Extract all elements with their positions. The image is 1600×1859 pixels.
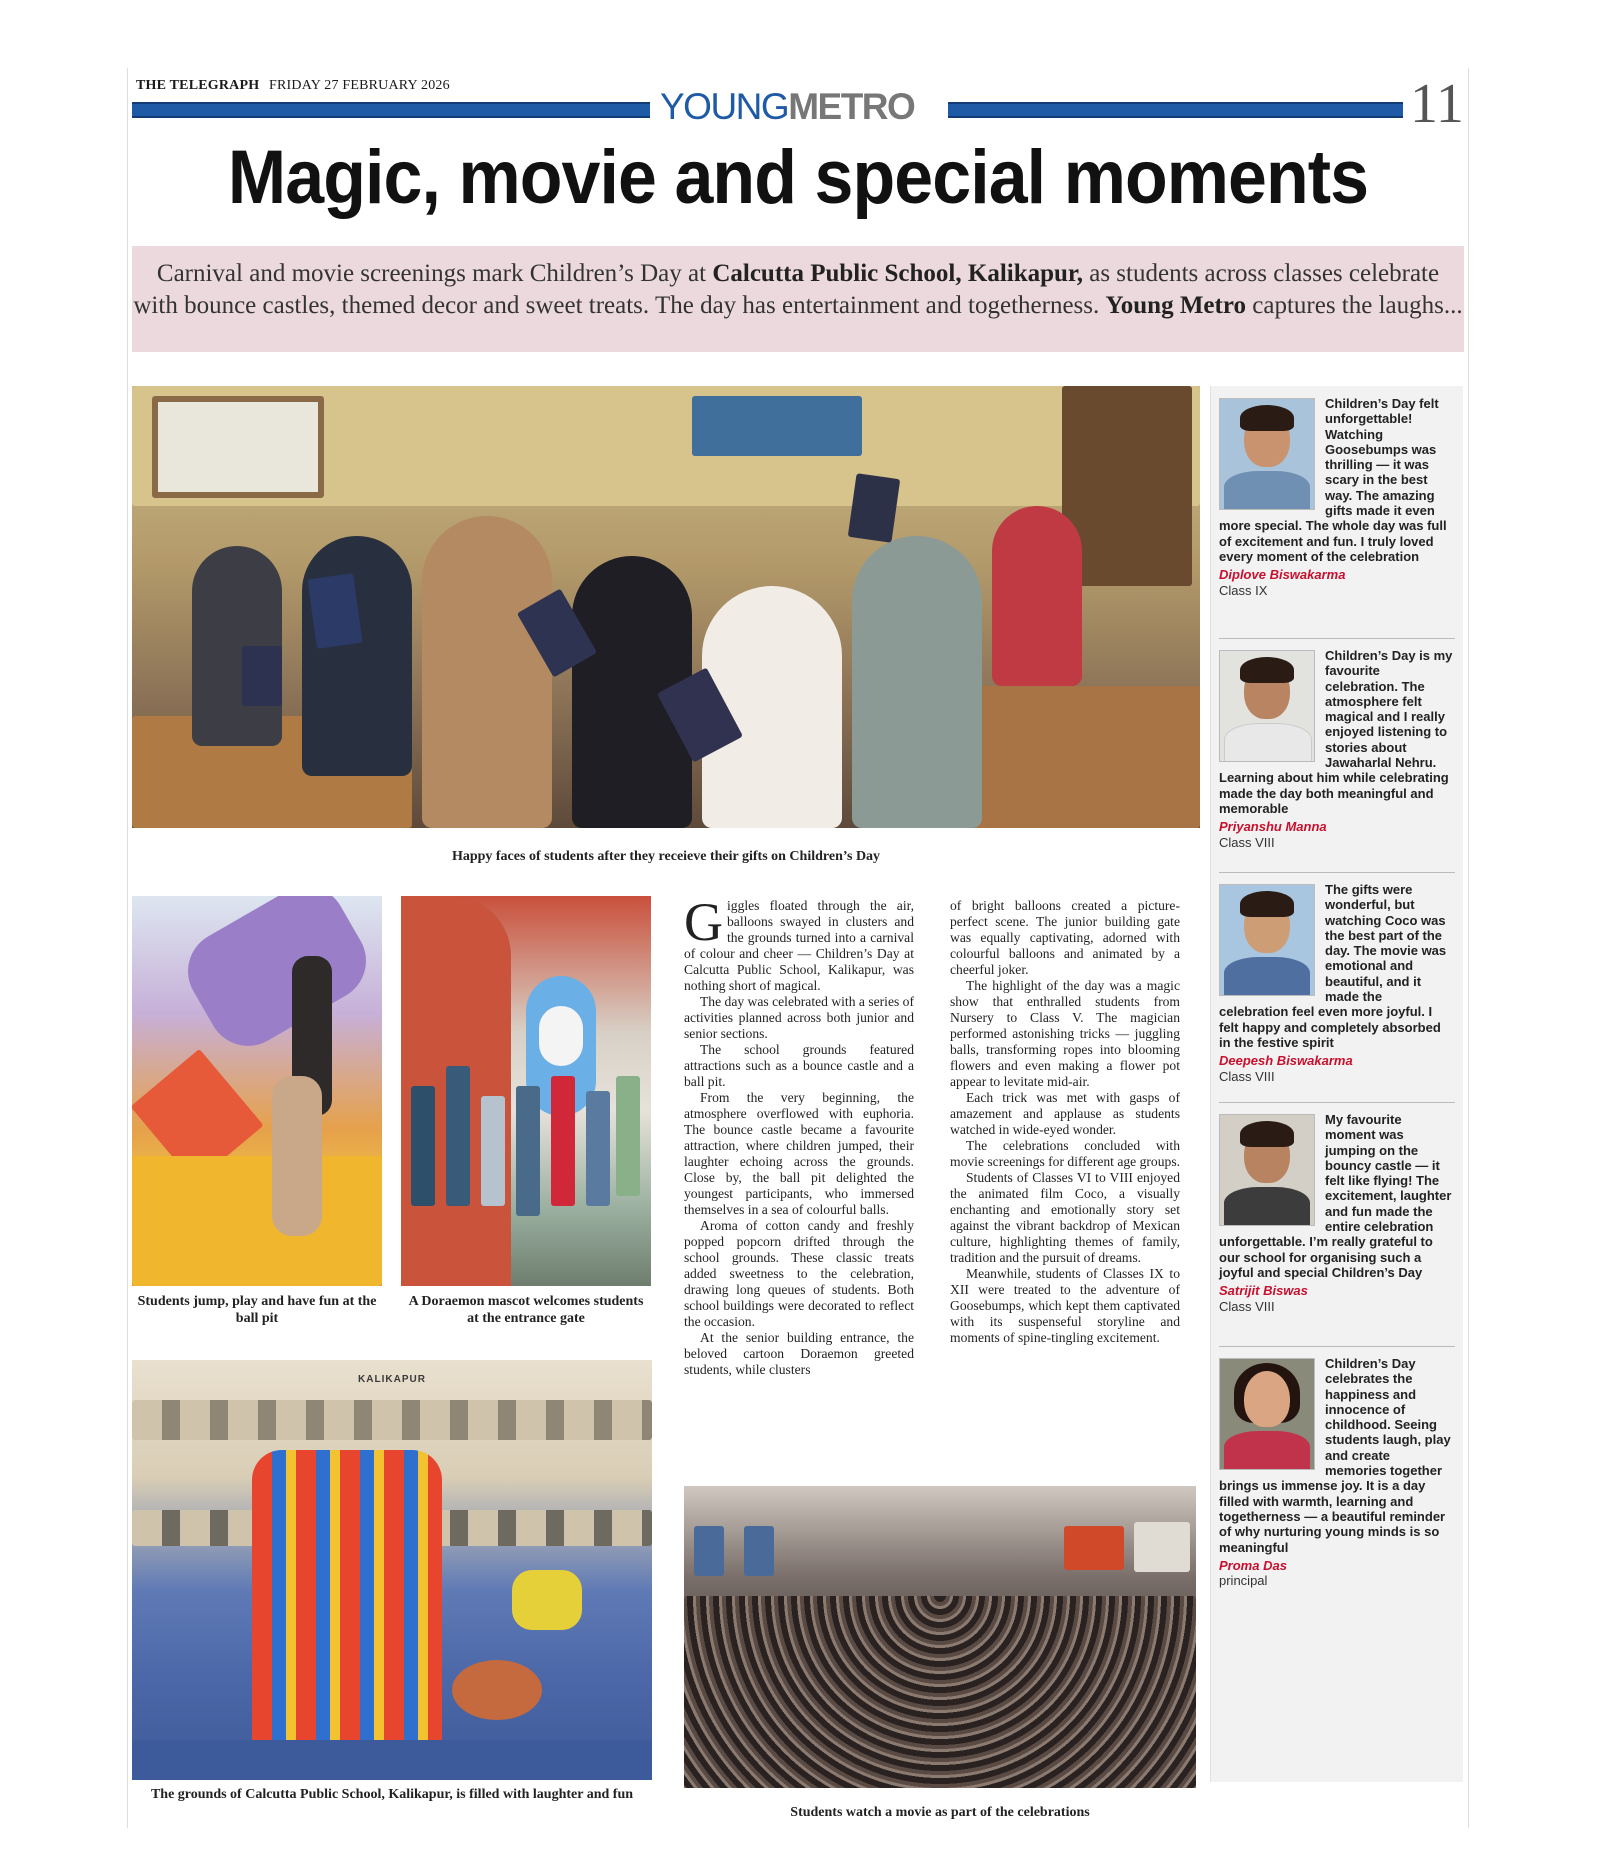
quote-text: Children’s Day is my favourite celebration. The atmosphere felt magical and I really enjoyed listening to stories about Jawaharlal Nehru. Learning about him while celebrating made the day both meaningful and memorable xyxy=(1219,648,1453,816)
masthead xyxy=(136,78,450,94)
doraemon-caption: A Doraemon mascot welcomes students at the entrance gate xyxy=(408,1294,644,1326)
student-quote xyxy=(1219,648,1455,850)
quote-author: Diplove Biswakarma xyxy=(1219,567,1346,583)
standfirst-part3: captures the laughs... xyxy=(1246,292,1463,319)
main-classroom-photo xyxy=(132,386,1200,828)
doraemon-photo xyxy=(401,896,651,1286)
article-column-2 xyxy=(950,898,1180,1346)
student-portrait xyxy=(1219,650,1315,762)
quote-class: Class IX xyxy=(1219,582,1268,598)
article-paragraph: Students of Classes VI to VIII enjoyed the animated film Coco, a visually enchanting and emotionally story set against the vibrant backdrop of Mexican culture, highlighting themes of family, tradition and the pursuit of dreams. xyxy=(950,1170,1180,1265)
quote-class: Class VIII xyxy=(1219,1068,1275,1084)
standfirst-part1: Carnival and movie screenings mark Children’s Day at xyxy=(156,260,713,287)
student-portrait xyxy=(1219,884,1315,996)
standfirst-part2: as students across classes celebrate with bounce castles, themed decor and sweet treats. The day has entertainment and togetherness. xyxy=(133,260,1440,319)
article-paragraph: From the very beginning, the atmosphere overflowed with euphoria. The bounce castle became a favourite attraction, where children jumped, their laughter echoing across the grounds. Close by, the ball pit delighted the youngest participants, who immersed themselves in a sea of colourful balls. xyxy=(684,1090,914,1217)
article-paragraph: of bright balloons created a picture-perfect scene. The junior building gate was equally captivating, adorned with colourful balloons and animated by a cheerful joker. xyxy=(950,898,1180,977)
quote-text: My favourite moment was jumping on the bouncy castle — it felt like flying! The excitement, laughter and fun made the entire celebration unforgettable. I’m really grateful to our school for organising such a joyful and special Children’s Day xyxy=(1219,1112,1452,1280)
ballpit-photo xyxy=(132,896,382,1286)
drop-cap: G xyxy=(684,892,723,952)
quote-divider xyxy=(1219,872,1455,873)
student-portrait xyxy=(1219,398,1315,510)
quote-author: Deepesh Biswakarma xyxy=(1219,1053,1353,1069)
quote-text: Children’s Day felt unforgettable! Watching Goosebumps was thrilling — it was scary in the best way. The amazing gifts made it even more special. The whole day was full of excitement and fun. I truly loved every moment of the celebration xyxy=(1219,396,1447,564)
article-paragraph: Each trick was met with gasps of amazement and applause as students watched in wide-eyed wonder. xyxy=(950,1090,1180,1137)
quote-author: Satrijit Biswas xyxy=(1219,1283,1308,1299)
quotes-sidebar xyxy=(1210,386,1463,1782)
grounds-caption: The grounds of Calcutta Public School, Kalikapur, is filled with laughter and fun xyxy=(150,1787,634,1802)
section-young: YOUNG xyxy=(660,86,789,127)
student-quote xyxy=(1219,396,1455,598)
principal-quote xyxy=(1219,1356,1455,1588)
article-paragraph: The highlight of the day was a magic show that enthralled students from Nursery to Class V. The magician performed astonishing tricks — juggling balls, transforming ropes into blooming flowers and even making a flower pot appear to levitate mid-air. xyxy=(950,978,1180,1089)
principal-portrait xyxy=(1219,1358,1315,1470)
article-paragraph: iggles floated through the air, balloons swayed in clusters and the grounds turned into a carnival of colour and cheer — Children’s Day at Calcutta Public School, Kalikapur, was nothing short of magical. xyxy=(684,898,914,993)
quote-divider xyxy=(1219,1102,1455,1103)
quote-divider xyxy=(1219,638,1455,639)
quote-text: The gifts were wonderful, but watching Coco was the best part of the day. The movie was emotional and beautiful, and it made the celebration feel even more joyful. I felt happy and completely absorbed in the festive spirit xyxy=(1219,882,1447,1050)
standfirst-school: Calcutta Public School, Kalikapur, xyxy=(712,260,1083,287)
article-paragraph: The school grounds featured attractions such as a bounce castle and a ball pit. xyxy=(684,1042,914,1089)
movie-caption: Students watch a movie as part of the celebrations xyxy=(790,1805,1090,1820)
grounds-photo xyxy=(132,1360,652,1780)
page-number: 11 xyxy=(1410,73,1464,135)
article-paragraph: At the senior building entrance, the beloved cartoon Doraemon greeted students, while clusters xyxy=(684,1330,914,1377)
quote-author: Priyanshu Manna xyxy=(1219,819,1327,835)
quote-class: Class VIII xyxy=(1219,1298,1275,1314)
article-paragraph: The celebrations concluded with movie screenings for different age groups. xyxy=(950,1138,1181,1169)
newspaper-page xyxy=(127,68,1469,1828)
quote-divider xyxy=(1219,1346,1455,1347)
masthead-rule-right xyxy=(948,102,1403,118)
issue-date: FRIDAY 27 FEBRUARY 2026 xyxy=(269,78,450,93)
article-paragraph: The day was celebrated with a series of activities planned across both junior and senior sections. xyxy=(684,994,915,1041)
student-portrait xyxy=(1219,1114,1315,1226)
quote-class: Class VIII xyxy=(1219,834,1275,850)
section-metro: METRO xyxy=(788,86,915,127)
standfirst xyxy=(132,246,1464,352)
paper-name: THE TELEGRAPH xyxy=(136,78,260,93)
student-quote xyxy=(1219,1112,1455,1314)
student-quote xyxy=(1219,882,1455,1084)
grounds-sign: KALIKAPUR xyxy=(358,1374,426,1385)
article-column-1 xyxy=(684,892,915,1378)
main-photo-caption: Happy faces of students after they receieve their gifts on Children’s Day xyxy=(451,849,881,864)
article-paragraph: Aroma of cotton candy and freshly popped popcorn drifted through the school grounds. These classic treats added sweetness to the celebration, drawing long queues of students. Both school buildings were decorated to reflect the occasion. xyxy=(684,1218,914,1329)
article-paragraph: Meanwhile, students of Classes IX to XII were treated to the adventure of Goosebumps, which kept them captivated with its suspenseful storyline and moments of spine-tingling excitement. xyxy=(950,1266,1180,1345)
standfirst-brand: Young Metro xyxy=(1105,292,1247,319)
quote-class: principal xyxy=(1219,1573,1268,1589)
masthead-rule-left xyxy=(132,102,650,118)
quote-author: Proma Das xyxy=(1219,1557,1287,1573)
quote-text: Children’s Day celebrates the happiness and innocence of childhood. Seeing students laugh, play and create memories together brings us immense joy. It is a day filled with warmth, learning and togetherness — a beautiful reminder of why nurturing young minds is so meaningful xyxy=(1219,1356,1451,1555)
headline: Magic, movie and special moments xyxy=(227,135,1369,220)
movie-screening-photo xyxy=(684,1486,1196,1788)
section-title xyxy=(660,88,914,125)
ballpit-caption: Students jump, play and have fun at the ball pit xyxy=(137,1294,377,1326)
